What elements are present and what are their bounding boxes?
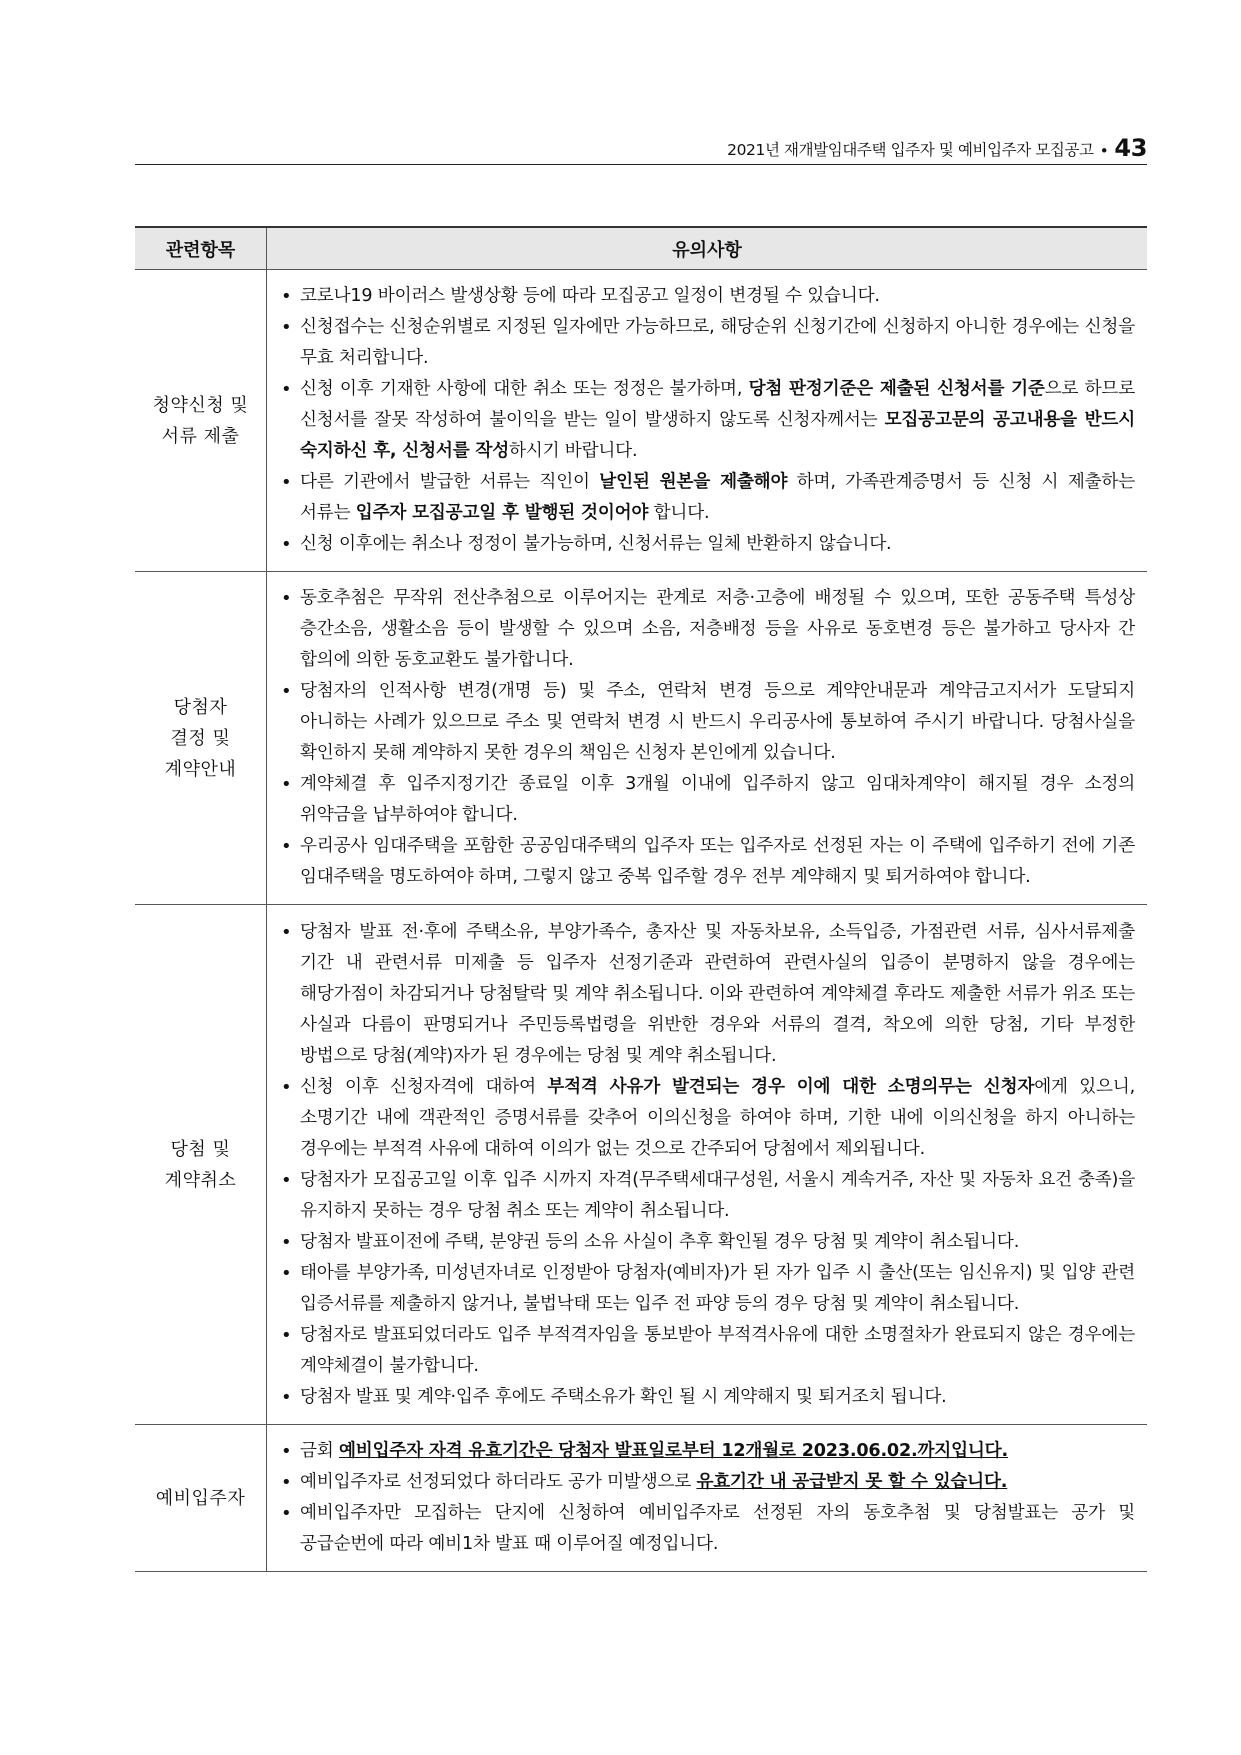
item-text: 예비입주자로 선정되었다 하더라도 공가 미발생으로 [300,1472,697,1492]
row-notes [267,905,1148,1425]
item-text: 으로 하므로 신청서를 잘못 작성하여 불이익을 받는 일이 발생하지 않도록 신청자께서는 [300,379,1135,430]
row-label [135,1425,267,1572]
page-number: 43 [1114,134,1147,162]
item-text: 당첨자가 모집공고일 이후 입주 시까지 자격(무주택세대구성원, 서울시 계속거주, 자산 및 자동차 요건 충족)을 유지하지 못하는 경우 당첨 취소 또는 계약이 취소됩니다. [300,1169,1135,1221]
item-text: 당첨자 발표 및 계약·입주 후에도 주택소유가 확인 될 시 계약해지 및 퇴거조치 됩니다. [300,1386,947,1407]
list-item [280,529,1135,560]
row-notes [267,270,1148,572]
item-text: 당첨자 발표 전·후에 주택소유, 부양가족수, 총자산 및 자동차보유, 소득입증, 가점관련 서류, 심사서류제출 기간 내 관련서류 미제출 등 입주자 선정기준과 관련하여 관련사실의 입증이 분명하지 않을 경우에는 해당가점이 차감되거나 당첨탈락 및 계약 취소됩니다. 이와 관련하여 계약체결 후라도 제출한 서류가 위조 또는 사실과 다름이 판명되거나 주민등록법령을 위반한 경우와 서류의 결격, 착오에 의한 당첨, 기타 부정한 방법으로 당첨(계약)자가 된 경우에는 당첨 및 계약 취소됩니다. [300,921,1135,1066]
item-text: 신청접수는 신청순위별로 지정된 일자에만 가능하므로, 해당순위 신청기간에 신청하지 아니한 경우에는 신청을 무효 처리합니다. [300,317,1135,368]
row-label-line: 계약취소 [164,1169,237,1191]
row-label-line: 계약안내 [164,758,237,780]
item-text: 우리공사 임대주택을 포함한 공공임대주택의 입주자 또는 입주자로 선정된 자는 이 주택에 입주하기 전에 기존 임대주택을 명도하여야 하며, 그렇지 않고 중복 입주할 경우 전부 계약해지 및 퇴거하여야 합니다. [300,836,1135,887]
list-item [280,1072,1135,1165]
notes-list [280,1436,1135,1560]
item-text: 금회 [300,1441,339,1461]
row-label-line: 결정 및 [170,727,231,749]
item-text: 당첨자로 발표되었더라도 입주 부적격자임을 통보받아 부적격사유에 대한 소명절차가 완료되지 않은 경우에는 계약체결이 불가합니다. [300,1324,1135,1376]
list-item [280,676,1135,769]
list-item [280,1320,1135,1382]
list-item [280,1382,1135,1413]
list-item [280,831,1135,893]
row-label [135,270,267,572]
row-notes [267,572,1148,905]
notes-list [280,583,1135,893]
notes-list [280,281,1135,560]
emphasis-text: 부적격 사유가 발견되는 경우 이에 대한 소명의무는 신청자 [547,1076,1035,1097]
item-text: 신청 이후에는 취소나 정정이 불가능하며, 신청서류는 일체 반환하지 않습니다. [300,534,892,554]
list-item [280,1165,1135,1227]
item-text: 계약체결 후 입주지정기간 종료일 이후 3개월 이내에 입주하지 않고 임대차계약이 해지될 경우 소정의 위약금을 납부하여야 합니다. [300,774,1135,825]
row-notes [267,1425,1148,1572]
item-text: 다른 기관에서 발급한 서류는 직인이 [300,472,600,492]
list-item [280,1258,1135,1320]
list-item [280,1498,1135,1560]
item-text: 합니다. [648,503,710,523]
emphasis-text: 모집공고문의 공고내용을 반드시 숙지하신 후, 신청서를 작성 [300,410,1135,461]
item-text: 하시기 바랍니다. [509,441,638,461]
table-row [135,572,1147,905]
list-item [280,374,1135,467]
emphasis-text: 유효기간 내 공급받지 못 할 수 있습니다. [696,1472,1008,1492]
notes-list [280,917,1135,1413]
item-text: 당첨자 발표이전에 주택, 분양권 등의 소유 사실이 추후 확인될 경우 당첨 및 계약이 취소됩니다. [300,1231,1020,1252]
list-item [280,583,1135,676]
table-row [135,1425,1147,1572]
column-header-notes: 유의사항 [267,227,1148,270]
item-text: 하며, 가족관계증명서 등 신청 시 제출하는 서류는 [300,472,1136,523]
emphasis-text: 당첨 판정기준은 제출된 신청서를 기준 [748,379,1045,399]
notes-table [135,226,1147,1572]
emphasis-text: 예비입주자 자격 유효기간은 당첨자 발표일로부터 12개월로 2023.06.02.까지입니다. [338,1441,1008,1461]
list-item [280,1467,1135,1498]
item-text: 신청 이후 기재한 사항에 대한 취소 또는 정정은 불가하며, [300,379,749,399]
list-item [280,281,1135,312]
row-label-line: 청약신청 및 [152,394,249,416]
table-body [135,270,1147,1572]
document-title: 2021년 재개발임대주택 입주자 및 예비입주자 모집공고 [727,141,1094,159]
item-text: 신청 이후 신청자격에 대하여 [300,1076,548,1097]
item-text: 당첨자의 인적사항 변경(개명 등) 및 주소, 연락처 변경 등으로 계약안내문과 계약금고지서가 도달되지 아니하는 사례가 있으므로 주소 및 연락처 변경 시 반드시 우리공사에 통보하여 주시기 바랍니다. 당첨사실을 확인하지 못해 계약하지 못한 경우의 책임은 신청자 본인에게 있습니다. [300,681,1135,763]
list-item [280,917,1135,1072]
emphasis-text: 입주자 모집공고일 후 발행된 것이어야 [355,503,649,523]
table-row [135,905,1147,1425]
column-header-item: 관련항목 [135,227,267,270]
row-label-line: 서류 제출 [161,425,240,447]
header-bullet: • [1099,142,1109,160]
emphasis-text: 날인된 원본을 제출해야 [599,472,788,492]
row-label-line: 당첨자 [173,696,228,718]
item-text: 태아를 부양가족, 미성년자녀로 인정받아 당첨자(예비자)가 된 자가 입주 시 출산(또는 임신유지) 및 입양 관련 입증서류를 제출하지 않거나, 불법낙태 또는 입주 전 파양 등의 경우 당첨 및 계약이 취소됩니다. [300,1262,1135,1314]
table-row [135,270,1147,572]
row-label-line: 예비입주자 [155,1487,246,1509]
list-item [280,467,1135,529]
row-label [135,905,267,1425]
list-item [280,769,1135,831]
row-label-line: 당첨 및 [170,1138,231,1160]
list-item [280,1227,1135,1258]
item-text: 코로나19 바이러스 발생상황 등에 따라 모집공고 일정이 변경될 수 있습니다. [300,286,880,306]
item-text: 예비입주자만 모집하는 단지에 신청하여 예비입주자로 선정된 자의 동호추첨 및 당첨발표는 공가 및 공급순번에 따라 예비1차 발표 때 이루어질 예정입니다. [300,1503,1135,1554]
row-label [135,572,267,905]
table-header-row [135,227,1147,270]
item-text: 동호추첨은 무작위 전산추첨으로 이루어지는 관계로 저층·고층에 배정될 수 있으며, 또한 공동주택 특성상 층간소음, 생활소음 등이 발생할 수 있으며 소음, 저층배정 등을 사유로 동호변경 등은 불가하고 당사자 간 합의에 의한 동호교환도 불가합니다. [300,588,1135,670]
item-text: 에게 있으니, 소명기간 내에 객관적인 증명서류를 갖추어 이의신청을 하여야 하며, 기한 내에 이의신청을 하지 아니하는 경우에는 부적격 사유에 대하여 이의가 없는 것으로 간주되어 당첨에서 제외됩니다. [300,1076,1135,1159]
running-header [135,134,1147,165]
list-item [280,312,1135,374]
list-item [280,1436,1135,1467]
